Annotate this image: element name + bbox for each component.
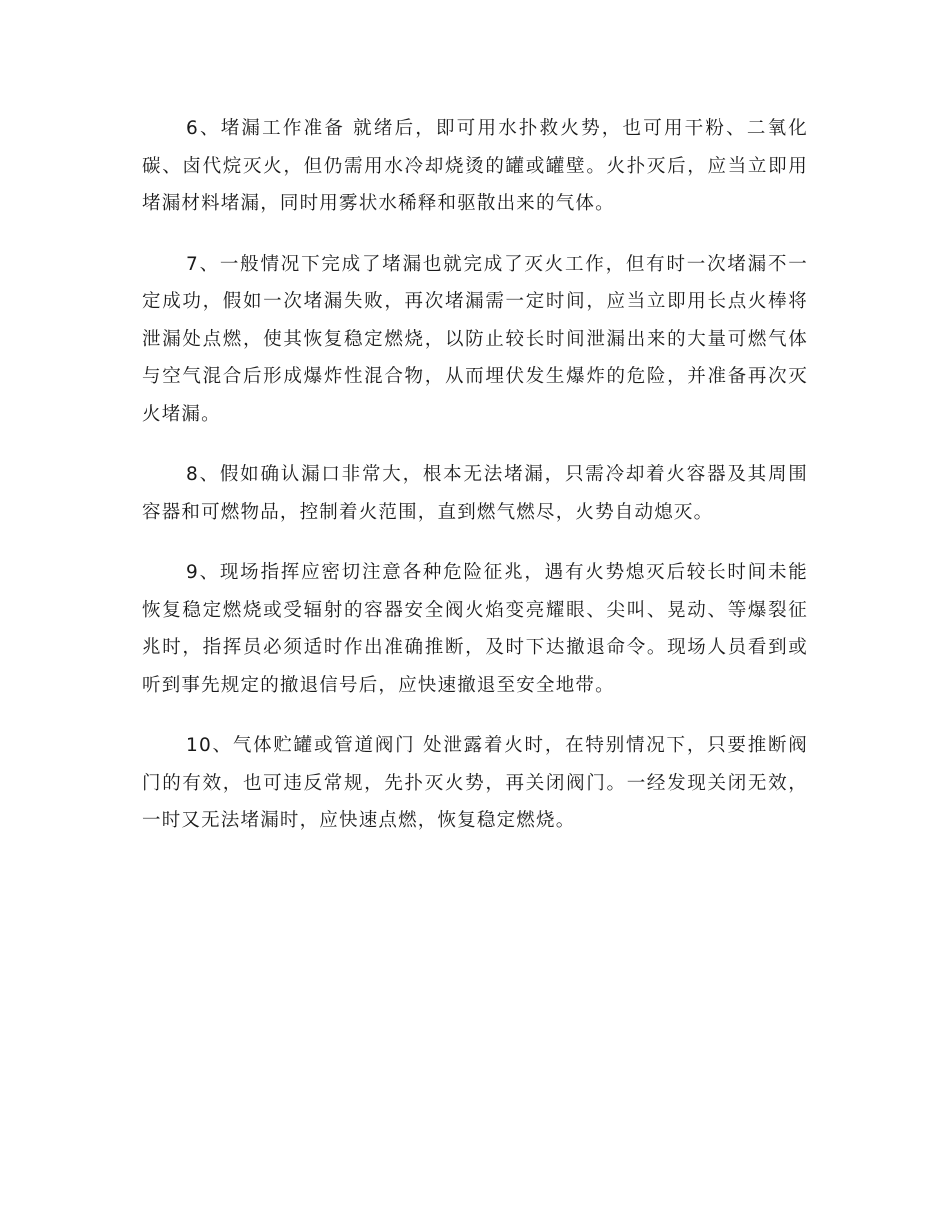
document-body [142, 110, 808, 863]
paragraph-6: 6、堵漏工作准备 就绪后，即可用水扑救火势，也可用干粉、二氧化碳、卤代烷灭火，但仍需用水冷却烧烫的罐或罐壁。火扑灭后，应当立即用堵漏材料堵漏，同时用雾状水稀释和驱散出来的气体。 [142, 118, 808, 214]
paragraph-7: 7、一般情况下完成了堵漏也就完成了灭火工作，但有时一次堵漏不一定成功，假如一次堵漏失败，再次堵漏需一定时间，应当立即用长点火棒将泄漏处点燃，使其恢复稳定燃烧，以防止较长时间泄漏出来的大量可燃气体与空气混合后形成爆炸性混合物，从而埋伏发生爆炸的危险，并准备再次灭火堵漏。 [142, 253, 808, 425]
paragraph-9: 9、现场指挥应密切注意各种危险征兆，遇有火势熄灭后较长时间未能恢复稳定燃烧或受辐射的容器安全阀火焰变亮耀眼、尖叫、晃动、等爆裂征兆时，指挥员必须适时作出准确推断，及时下达撤退命令。现场人员看到或听到事先规定的撤退信号后，应快速撤退至安全地带。 [142, 562, 808, 696]
paragraph-10: 10、气体贮罐或管道阀门 处泄露着火时，在特别情况下，只要推断阀门的有效，也可违反常规，先扑灭火势，再关闭阀门。一经发现关闭无效，一时又无法堵漏时，应快速点燃，恢复稳定燃烧。 [142, 735, 808, 831]
paragraph-8: 8、假如确认漏口非常大，根本无法堵漏，只需冷却着火容器及其周围容器和可燃物品，控制着火范围，直到燃气燃尽，火势自动熄灭。 [142, 464, 808, 523]
